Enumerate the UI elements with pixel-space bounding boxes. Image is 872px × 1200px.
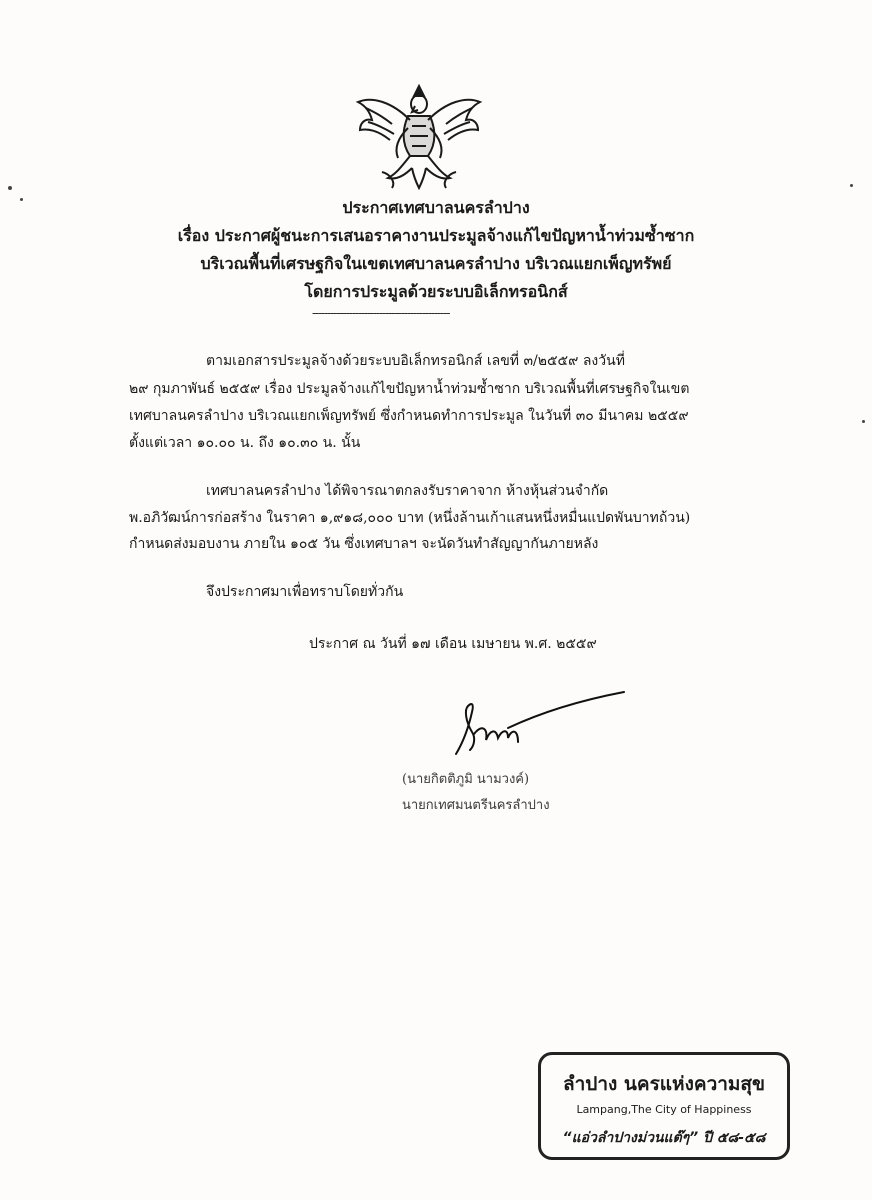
city-slogan-stamp	[538, 1052, 790, 1160]
closing-line: จึงประกาศมาเพื่อทราบโดยทั่วกัน	[206, 584, 404, 600]
signatory-name: (นายกิตติภูมิ นามวงค์)	[402, 772, 530, 787]
subject-line-2: บริเวณพื้นที่เศรษฐกิจในเขตเทศบาลนครลำปาง บริเวณแยกเพ็ญทรัพย์	[200, 254, 672, 273]
stamp-line-1: ลำปาง นครแห่งความสุข	[562, 1073, 766, 1095]
stamp-line-3: “แอ่วลำปางม่วนแต๊ๆ” ปี ๕๘-๕๘	[562, 1130, 766, 1146]
paragraph-2-line-2: พ.อภิวัฒน์การก่อสร้าง ในราคา ๑,๙๑๘,๐๐๐ บาท (หนึ่งล้านเก้าแสนหนึ่งหมื่นแปดพันบาทถ้วน)	[129, 510, 691, 526]
subject-line-3: โดยการประมูลด้วยระบบอิเล็กทรอนิกส์	[304, 282, 568, 301]
paragraph-2-line-1: เทศบาลนครลำปาง ได้พิจารณาตกลงรับราคาจาก ห้างหุ้นส่วนจำกัด	[206, 483, 609, 499]
scan-speck	[862, 420, 865, 423]
scan-speck	[8, 186, 12, 190]
header-divider: ---------------------------------------------	[312, 306, 450, 320]
scan-speck	[20, 198, 23, 201]
document-title: ประกาศเทศบาลนครลำปาง	[342, 198, 530, 217]
paragraph-1-line-4: ตั้งแต่เวลา ๑๐.๐๐ น. ถึง ๑๐.๓๐ น. นั้น	[129, 435, 361, 451]
paragraph-2-line-3: กำหนดส่งมอบงาน ภายใน ๑๐๕ วัน ซึ่งเทศบาลฯ จะนัดวันทำสัญญากันภายหลัง	[129, 536, 599, 552]
subject-line-1: เรื่อง ประกาศผู้ชนะการเสนอราคางานประมูลจ้างแก้ไขปัญหาน้ำท่วมซ้ำซาก	[177, 226, 695, 245]
scan-speck	[850, 184, 853, 187]
signatory-position: นายกเทศมนตรีนครลำปาง	[402, 798, 550, 813]
announcement-date: ประกาศ ณ วันที่ ๑๗ เดือน เมษายน พ.ศ. ๒๕๕๙	[309, 636, 597, 652]
garuda-emblem	[352, 82, 486, 190]
stamp-line-2: Lampang,The City of Happiness	[576, 1103, 752, 1116]
signature-image	[452, 688, 627, 760]
paragraph-1-line-3: เทศบาลนครลำปาง บริเวณแยกเพ็ญทรัพย์ ซึ่งกำหนดทำการประมูล ในวันที่ ๓๐ มีนาคม ๒๕๕๙	[129, 408, 689, 424]
paragraph-1-line-2: ๒๙ กุมภาพันธ์ ๒๕๕๙ เรื่อง ประมูลจ้างแก้ไขปัญหาน้ำท่วมซ้ำซาก บริเวณพื้นที่เศรษฐกิจในเขต	[129, 381, 690, 397]
paragraph-1-line-1: ตามเอกสารประมูลจ้างด้วยระบบอิเล็กทรอนิกส์ เลขที่ ๓/๒๕๕๙ ลงวันที่	[206, 353, 625, 369]
